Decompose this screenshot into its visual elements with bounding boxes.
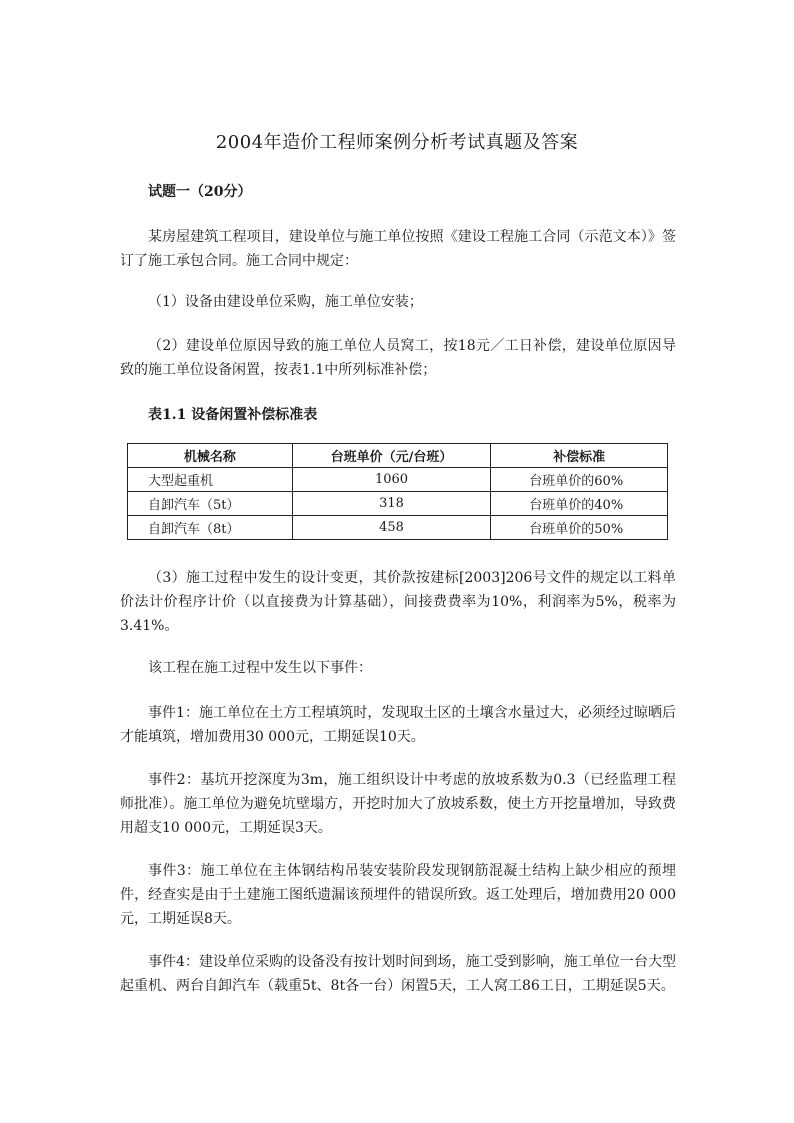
- compensation-standard-cell: 台班单价的50%: [491, 516, 668, 540]
- machine-name-cell: 自卸汽车（5t）: [128, 492, 293, 516]
- document-title: 2004年造价工程师案例分析考试真题及答案: [215, 132, 579, 153]
- table-header-cell: 机械名称: [128, 444, 293, 468]
- table-header-cell: 台班单价（元/台班）: [292, 444, 491, 468]
- event-2: 事件2：基坑开挖深度为3m，施工组织设计中考虑的放坡系数为0.3（已经监理工程师批准）。施工单位为避免坑壁塌方，开挖时加大了放坡系数，使土方开挖量增加，导致费用超支10 000元，工期延误3天。: [120, 772, 676, 836]
- contract-item-2: （2）建设单位原因导致的施工单位人员窝工，按18元／工日补偿，建设单位原因导致的施工单位设备闲置，按表1.1中所列标准补偿；: [120, 338, 676, 378]
- contract-item-3: （3）施工过程中发生的设计变更，其价款按建标[2003]206号文件的规定以工料单价法计价程序计价（以直接费为计算基础），间接费费率为10%，利润率为5%，税率为3.41%。: [120, 570, 676, 634]
- compensation-standard-cell: 台班单价的40%: [491, 492, 668, 516]
- table-row: [128, 468, 668, 492]
- event-3: 事件3：施工单位在主体钢结构吊装安装阶段发现钢筋混凝土结构上缺少相应的预埋件，经查实是由于土建施工图纸遗漏该预埋件的错误所致。返工处理后，增加费用20 000元，工期延误8天。: [120, 863, 676, 927]
- machine-name-cell: 自卸汽车（8t）: [128, 516, 293, 540]
- unit-price-cell: 458: [292, 516, 491, 540]
- section-heading: 试题一（20分）: [148, 184, 252, 200]
- unit-price-cell: 1060: [292, 468, 491, 492]
- compensation-standard-cell: 台班单价的60%: [491, 468, 668, 492]
- table-header-cell: 补偿标准: [491, 444, 668, 468]
- intro-paragraph: 某房屋建筑工程项目，建设单位与施工单位按照《建设工程施工合同（示范文本）》签订了施工承包合同。施工合同中规定：: [120, 229, 676, 269]
- table-caption: 表1.1 设备闲置补偿标准表: [148, 407, 318, 423]
- table-row: [128, 516, 668, 540]
- machine-name-cell: 大型起重机: [128, 468, 293, 492]
- contract-item-1: （1）设备由建设单位采购，施工单位安装；: [148, 294, 423, 310]
- equipment-compensation-table: [127, 443, 668, 540]
- table-row: [128, 492, 668, 516]
- events-intro: 该工程在施工过程中发生以下事件：: [148, 660, 372, 676]
- event-4: 事件4：建设单位采购的设备没有按计划时间到场，施工受到影响，施工单位一台大型起重机、两台自卸汽车（载重5t、8t各一台）闲置5天，工人窝工86工日，工期延误5天。: [120, 954, 676, 994]
- event-1: 事件1：施工单位在土方工程填筑时，发现取土区的土壤含水量过大，必须经过晾晒后才能填筑，增加费用30 000元，工期延误10天。: [120, 705, 676, 745]
- unit-price-cell: 318: [292, 492, 491, 516]
- table-header-row: [128, 444, 668, 468]
